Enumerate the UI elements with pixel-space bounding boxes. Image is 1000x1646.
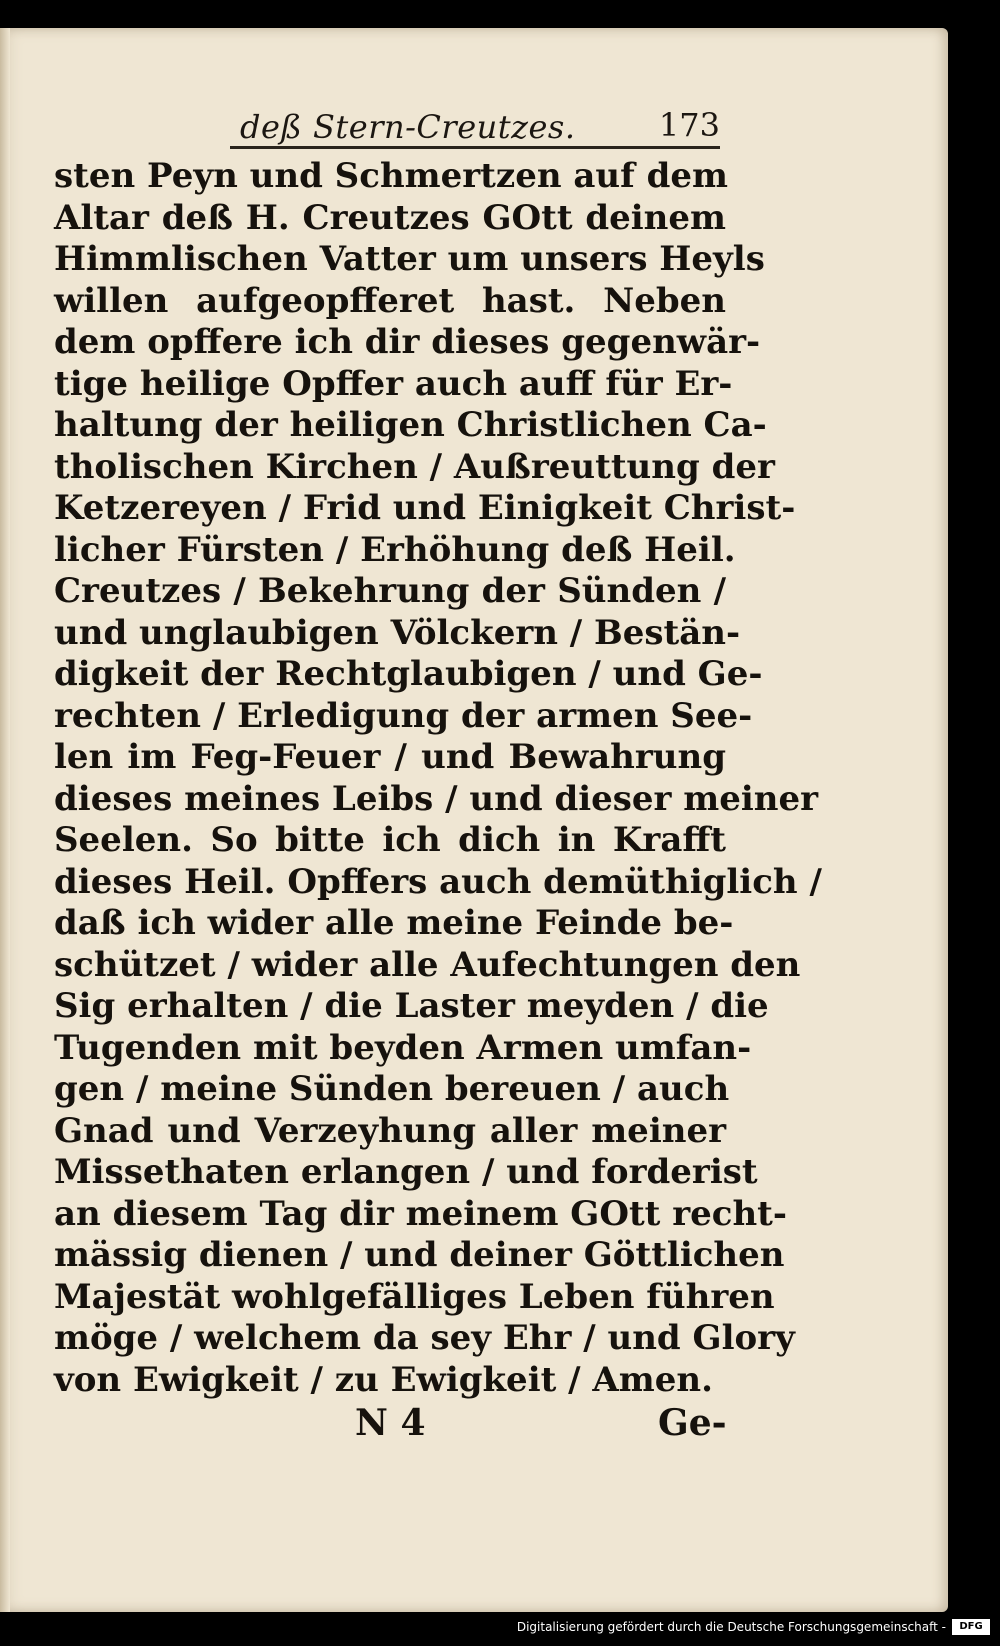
text-line: Ketzereyen / Frid und Einigkeit Christ- (54, 488, 796, 528)
page-gutter-shadow (0, 28, 10, 1612)
text-line: willen aufgeopfferet hast. Neben (54, 280, 726, 321)
text-line: Missethaten erlangen / und forderist (54, 1152, 758, 1192)
text-line: schützet / wider alle Aufechtungen den (54, 944, 801, 985)
text-line: haltung der heiligen Christlichen Ca- (54, 405, 767, 445)
running-head-title: deß Stern-Creutzes. (240, 108, 576, 146)
text-line: an diesem Tag dir meinem GOtt recht- (54, 1193, 787, 1234)
text-line: Altar deß H. Creutzes GOtt deinem (54, 197, 726, 238)
text-line: dieses Heil. Opffers auch demüthiglich / (54, 861, 822, 902)
signature-mark: N 4 (355, 1402, 426, 1444)
text-line: möge / welchem da sey Ehr / und Glory (54, 1318, 795, 1358)
dfg-logo: DFG (952, 1619, 990, 1635)
text-line: Himmlischen Vatter um unsers Heyls (54, 239, 765, 279)
text-line: dem opffere ich dir dieses gegenwär- (54, 322, 761, 362)
text-line: digkeit der Rechtglaubigen / und Ge- (54, 654, 763, 694)
text-line: mässig dienen / und deiner Göttlichen (54, 1235, 785, 1275)
text-line: Sig erhalten / die Laster meyden / die (54, 986, 769, 1026)
text-line: tholischen Kirchen / Außreuttung der (54, 446, 775, 487)
text-line: daß ich wider alle meine Feinde be- (54, 903, 734, 943)
text-line: von Ewigkeit / zu Ewigkeit / Amen. (54, 1359, 713, 1400)
text-line: sten Peyn und Schmertzen auf dem (54, 156, 728, 196)
text-line: licher Fürsten / Erhöhung deß Heil. (54, 529, 736, 570)
page-number: 173 (658, 106, 720, 144)
text-line: Tugenden mit beyden Armen umfan- (54, 1027, 752, 1068)
body-text (54, 156, 822, 1401)
text-line: Creutzes / Bekehrung der Sünden / (54, 571, 726, 611)
head-rule (230, 146, 720, 149)
footer-bar (0, 1612, 1000, 1646)
funding-credit: Digitalisierung gefördert durch die Deutsche Forschungsgemeinschaft - (516, 1620, 946, 1634)
text-line: und unglaubigen Völckern / Bestän- (54, 612, 741, 653)
running-head (230, 104, 720, 150)
text-line: Gnad und Verzeyhung aller meiner (54, 1110, 726, 1151)
text-line: Seelen. So bitte ich dich in Krafft (54, 820, 726, 860)
text-line: len im Feg-Feuer / und Bewahrung (54, 737, 726, 777)
text-line: Majestät wohlgefälliges Leben führen (54, 1276, 775, 1317)
text-line: rechten / Erledigung der armen See- (54, 695, 753, 736)
catchword: Ge- (658, 1402, 727, 1444)
text-line: dieses meines Leibs / und dieser meiner (54, 778, 819, 819)
text-line: tige heilige Opffer auch auff für Er- (54, 363, 733, 404)
text-line: gen / meine Sünden bereuen / auch (54, 1069, 730, 1109)
